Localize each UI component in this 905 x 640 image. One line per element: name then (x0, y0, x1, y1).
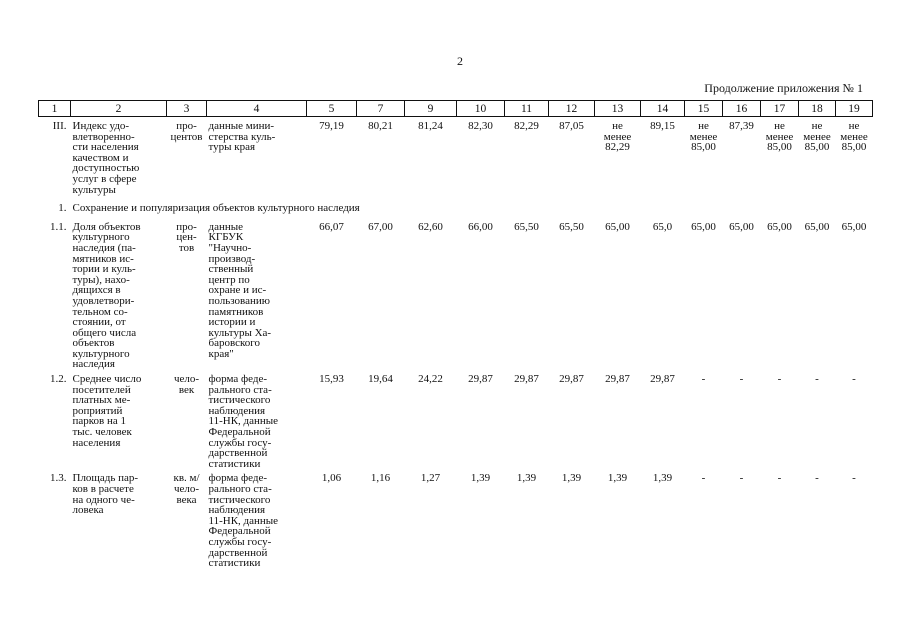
column-number-header: 4 (207, 101, 307, 117)
column-number-header: 10 (457, 101, 505, 117)
indicator-value: 65,00 (804, 220, 830, 233)
indicator-value: не менее 85,00 (765, 120, 794, 154)
indicator-value: 1,39 (607, 472, 628, 485)
row-number: III. (52, 120, 67, 132)
indicator-value: 82,29 (514, 120, 539, 132)
indicator-value: 89,15 (650, 120, 675, 132)
indicators-table (38, 100, 873, 569)
column-number-header: 9 (405, 101, 457, 117)
column-number-header: 18 (799, 101, 836, 117)
indicator-value: 62,60 (418, 220, 443, 233)
column-number-header: 11 (505, 101, 549, 117)
indicator-value: не менее 82,29 (603, 120, 632, 154)
indicator-value: 65,0 (652, 220, 673, 233)
indicator-value: 1,27 (420, 472, 441, 485)
column-number-header: 5 (307, 101, 357, 117)
indicator-value: 79,19 (319, 120, 344, 132)
indicator-value: 29,87 (468, 373, 493, 386)
indicator-value: 82,30 (468, 120, 493, 132)
indicator-value: не менее 85,00 (689, 120, 718, 154)
indicator-value: 1,06 (321, 472, 342, 485)
indicator-value: 87,05 (559, 120, 584, 132)
indicator-value: 65,00 (841, 220, 867, 233)
row-number: 1.2. (50, 373, 67, 386)
indicator-value: 80,21 (368, 120, 393, 132)
indicator-value: 1,39 (652, 472, 673, 485)
indicator-value: - (777, 373, 782, 386)
unit-of-measure: про- центов (170, 120, 203, 143)
indicator-value: - (815, 373, 819, 386)
indicator-name: Индекс удо- влетворенно- сти населения качеством и доступностью услуг в сфере культуры (72, 120, 140, 196)
indicator-value: - (739, 472, 744, 485)
column-number-header: 19 (836, 101, 873, 117)
section-row (39, 195, 873, 218)
indicator-value: не менее 85,00 (803, 120, 831, 154)
column-number-header: 14 (641, 101, 685, 117)
row-number: 1. (58, 202, 67, 215)
data-source: форма феде- рального ста- тистического наблюдения 11-НК, данные Федеральной службы госу- дарственной статистики (208, 373, 279, 470)
indicator-value: - (777, 472, 782, 485)
indicator-value: не менее 85,00 (840, 120, 868, 154)
indicator-value: 29,87 (514, 373, 539, 386)
column-number-header: 15 (685, 101, 723, 117)
indicator-value: 1,39 (470, 472, 491, 485)
indicator-value: 65,00 (767, 220, 792, 233)
indicator-value: 65,00 (605, 220, 630, 233)
page-number: 2 (457, 54, 463, 68)
data-source: данные КГБУК "Научно- производ- ственный центр по охране и ис- пользованию памятников истории и культуры Ха- баровского края" (208, 220, 272, 360)
indicator-name: Среднее число посетителей платных ме- роприятий парков на 1 тыс. человек населения (72, 373, 142, 449)
indicator-name: Доля объектов культурного наследия (па- мятников ис- тории и куль- туры), нахо- дящихся в удовлетвори- тельном со- стоянии, от общего числа объектов культурного наследия (72, 220, 141, 371)
indicator-value: - (815, 472, 819, 485)
indicator-value: - (739, 373, 744, 386)
column-number-header: 7 (357, 101, 405, 117)
column-number-header: 1 (39, 101, 71, 117)
column-number-header: 17 (761, 101, 799, 117)
indicator-value: 1,39 (561, 472, 582, 485)
indicator-name: Площадь пар- ков в расчете на одного че- ловека (72, 472, 139, 517)
indicator-value: - (701, 472, 706, 485)
column-number-header: 16 (723, 101, 761, 117)
table-row (39, 117, 873, 196)
indicator-value: 67,00 (368, 220, 393, 233)
indicator-value: 65,50 (514, 220, 539, 233)
indicator-value: - (701, 373, 706, 386)
table-row (39, 218, 873, 370)
indicator-value: 1,16 (370, 472, 391, 485)
indicator-value: 19,64 (368, 373, 393, 386)
indicator-value: 29,87 (605, 373, 630, 386)
column-number-header: 12 (549, 101, 595, 117)
indicator-value: - (852, 373, 856, 386)
indicator-value: 15,93 (319, 373, 344, 386)
indicator-value: 65,50 (559, 220, 584, 233)
data-source: форма феде- рального ста- тистического наблюдения 11-НК, данные Федеральной службы госу- дарственной статистики (208, 472, 279, 570)
column-number-header: 3 (167, 101, 207, 117)
indicator-value: 24,22 (418, 373, 443, 386)
indicator-value: 29,87 (559, 373, 584, 386)
unit-of-measure: про- цен- тов (176, 220, 197, 254)
indicator-value: 81,24 (418, 120, 443, 132)
column-number-header: 13 (595, 101, 641, 117)
data-source: данные мини- стерства куль- туры края (208, 120, 276, 154)
section-title: Сохранение и популяризация объектов культурного наследия (72, 202, 360, 215)
indicator-value: 66,00 (468, 220, 493, 233)
indicator-value: - (852, 472, 856, 485)
table-row (39, 469, 873, 568)
indicator-value: 65,00 (729, 220, 754, 233)
column-number-header: 2 (71, 101, 167, 117)
row-number: 1.1. (50, 220, 67, 233)
row-number: 1.3. (50, 472, 67, 485)
indicator-value: 66,07 (319, 220, 344, 233)
continuation-note: Продолжение приложения № 1 (704, 81, 863, 95)
indicator-value: 65,00 (691, 220, 716, 233)
column-numbers-row (39, 101, 873, 117)
table-row (39, 370, 873, 469)
indicator-value: 87,39 (729, 120, 754, 132)
unit-of-measure: кв. м/ чело- века (173, 472, 200, 506)
indicator-value: 1,39 (516, 472, 537, 485)
indicator-value: 29,87 (650, 373, 675, 386)
unit-of-measure: чело- век (173, 373, 200, 396)
table-body (39, 117, 873, 569)
